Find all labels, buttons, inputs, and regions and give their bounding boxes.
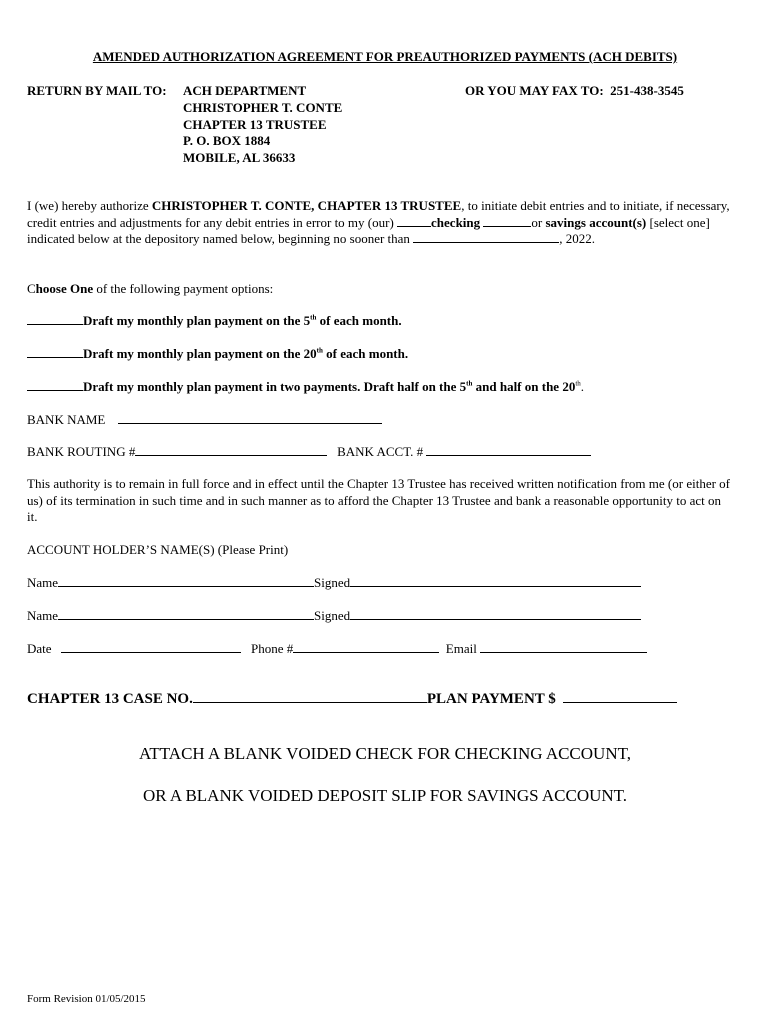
trustee-name: CHRISTOPHER T. CONTE, CHAPTER 13 TRUSTEE — [151, 198, 462, 213]
name-label: Name — [27, 608, 59, 623]
address-line: CHRISTOPHER T. CONTE — [183, 100, 343, 115]
address-line: P. O. BOX 1884 — [183, 133, 271, 148]
checking-label: checking — [431, 214, 481, 230]
option-sup: th — [316, 346, 323, 355]
payment-option-split — [27, 379, 584, 395]
option-sup: th — [575, 379, 581, 388]
option-sup: th — [466, 379, 473, 388]
bank-name-label: BANK NAME — [27, 412, 106, 427]
choose-one-bold: hoose One — [35, 281, 94, 296]
signer-row-2 — [27, 608, 641, 624]
choose-rest: of the following payment options: — [93, 281, 274, 296]
option-text: Draft my monthly plan payment on the 5 — [83, 313, 311, 328]
option-text: of each month. — [322, 346, 409, 361]
fax-label-text: OR YOU MAY FAX TO: — [465, 83, 604, 98]
authority-paragraph: This authority is to remain in full force and in effect until the Chapter 13 Trustee has received written notification from me (or either of us) of its termination in such time and in such manner as to afford the Chapter 13 Trustee and bank a reasonable opportunity to act on it. — [27, 476, 731, 525]
address-line: ACH DEPARTMENT — [183, 83, 307, 98]
form-title: AMENDED AUTHORIZATION AGREEMENT FOR PREAUTHORIZED PAYMENTS (ACH DEBITS) — [92, 49, 678, 64]
option-blank[interactable] — [27, 313, 83, 325]
phone-label: Phone # — [251, 641, 294, 656]
auth-text: , 2022. — [559, 231, 595, 247]
option-text: of each month. — [316, 313, 402, 328]
auth-text: [select one] indicated below at the depository named below, beginning no sooner than — [27, 214, 710, 247]
case-row — [27, 689, 677, 708]
bank-routing-row — [27, 444, 591, 460]
phone-field[interactable] — [293, 641, 439, 653]
option-text: . — [580, 379, 585, 394]
option-text: and half on the 20 — [472, 379, 576, 394]
authorization-paragraph — [27, 198, 732, 248]
fax-label — [465, 83, 684, 99]
signature-field[interactable] — [350, 608, 641, 620]
bank-routing-label: BANK ROUTING # — [27, 444, 136, 459]
choose-one-line — [27, 281, 273, 297]
option-sup: th — [310, 313, 317, 322]
account-holder-heading: ACCOUNT HOLDER’S NAME(S) (Please Print) — [27, 542, 289, 557]
name-label: Name — [27, 575, 59, 590]
bank-acct-label: BANK ACCT. # — [337, 444, 424, 459]
name-field[interactable] — [58, 575, 314, 587]
name-field[interactable] — [58, 608, 314, 620]
bank-name-field[interactable] — [118, 412, 382, 424]
payment-option-5th — [27, 313, 402, 329]
bank-acct-field[interactable] — [426, 444, 591, 456]
plan-payment-field[interactable] — [563, 689, 677, 703]
signer-row-1 — [27, 575, 641, 591]
payment-option-20th — [27, 346, 408, 362]
option-text: Draft my monthly plan payment in two payments. Draft half on the 5 — [83, 379, 467, 394]
start-date-blank[interactable] — [413, 231, 559, 243]
savings-blank[interactable] — [483, 215, 531, 227]
auth-text: I (we) hereby authorize — [27, 198, 152, 213]
option-blank[interactable] — [27, 346, 83, 358]
address-line: CHAPTER 13 TRUSTEE — [183, 117, 327, 132]
auth-text: , to initiate debit entries and to initiate, if necessary, credit entries and adjustments for any debit entries in error to my (our) — [27, 198, 730, 230]
return-label: RETURN BY MAIL TO: — [27, 83, 167, 98]
email-field[interactable] — [480, 641, 647, 653]
contact-row — [27, 641, 647, 657]
plan-payment-label: PLAN PAYMENT $ — [426, 691, 556, 707]
date-field[interactable] — [61, 641, 241, 653]
checking-blank[interactable] — [397, 215, 431, 227]
signed-label: Signed — [314, 608, 351, 623]
bank-routing-field[interactable] — [135, 444, 327, 456]
signed-label: Signed — [314, 575, 351, 590]
case-number-field[interactable] — [193, 689, 427, 703]
date-label: Date — [27, 641, 52, 656]
bank-name-row — [27, 412, 382, 428]
signature-field[interactable] — [350, 575, 641, 587]
savings-label: savings account(s) — [545, 214, 647, 230]
or-text: or — [531, 214, 546, 230]
option-blank[interactable] — [27, 379, 83, 391]
fax-number: 251-438-3545 — [610, 83, 684, 98]
case-number-label: CHAPTER 13 CASE NO. — [27, 691, 193, 707]
attach-check-instruction: ATTACH A BLANK VOIDED CHECK FOR CHECKING ACCOUNT, — [139, 744, 631, 763]
email-label: Email — [445, 641, 477, 656]
option-text: Draft my monthly plan payment on the 20 — [83, 346, 317, 361]
attach-slip-instruction: OR A BLANK VOIDED DEPOSIT SLIP FOR SAVINGS ACCOUNT. — [142, 786, 628, 805]
choose-c: C — [27, 281, 36, 296]
form-revision: Form Revision 01/05/2015 — [27, 993, 146, 1005]
address-line: MOBILE, AL 36633 — [183, 150, 296, 165]
